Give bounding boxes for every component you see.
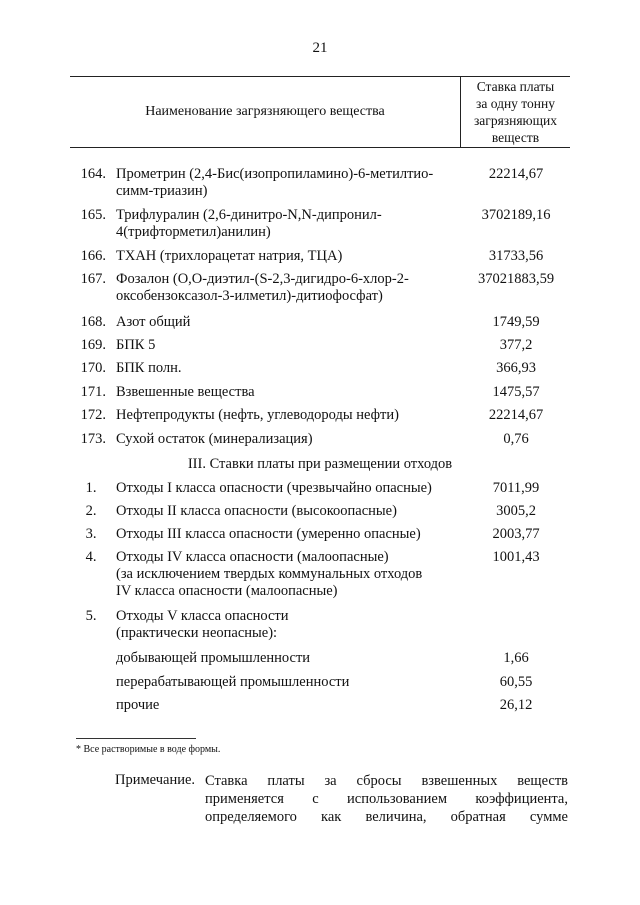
row-number: 2. [85,503,97,519]
row-number: 5. [85,608,97,624]
substance-name: БПК 5 [116,337,156,353]
row-number: 3. [85,526,97,542]
rate-value: 60,55 [499,674,533,690]
note-text [205,772,568,826]
note-line: Ставка платы за сбросы взвешенных веществ [205,773,568,789]
rate-value: 3005,2 [496,503,536,519]
rate-value: 22214,67 [488,407,544,423]
row-number: 169. [80,337,106,353]
waste-name: Отходы IV класса опасности (малоопасные) (за исключением твердых коммунальных отходов IV класса опасности (малоопасные) [116,549,423,599]
rate-value: 7011,99 [492,480,540,496]
rate-value: 37021883,59 [477,271,555,287]
subcategory-name: перерабатывающей промышленности [116,674,350,690]
subcategory-name: прочие [116,697,160,713]
substance-name: БПК полн. [116,360,182,376]
row-number: 170. [80,360,106,376]
rate-value: 26,12 [499,697,533,713]
substance-name: ТХАН (трихлорацетат натрия, ТЦА) [116,248,343,264]
row-number: 173. [80,431,106,447]
row-number: 1. [85,480,97,496]
substance-name: Азот общий [116,314,191,330]
header-rate-line: веществ [491,130,540,145]
row-number: 166. [80,248,106,264]
row-number: 167. [80,271,106,287]
rate-value: 1001,43 [492,549,540,565]
header-rate-column [461,77,570,147]
rate-value: 1475,57 [492,384,540,400]
row-number: 168. [80,314,106,330]
rate-value: 2003,77 [492,526,540,542]
rate-value: 3702189,16 [481,207,551,223]
note-line: применяется с использованием коэффициента, [205,791,568,807]
header-rate-line: загрязняющих [473,113,558,128]
subcategory-name: добывающей промышленности [116,650,311,666]
waste-name: Отходы II класса опасности (высокоопасные) [116,503,397,519]
header-name-column: Наименование загрязняющего вещества [145,104,385,119]
substance-name: Прометрин (2,4-Бис(изопропиламино)-6-метилтио- симм-триазин) [116,166,434,199]
rate-value: 31733,56 [488,248,544,264]
header-rate-line: Ставка платы [476,79,555,94]
row-number: 4. [85,549,97,565]
rate-value: 1749,59 [492,314,540,330]
row-number: 171. [80,384,106,400]
table-header [70,76,570,148]
header-rate-line: за одну тонну [476,96,555,111]
waste-name: Отходы V класса опасности (практически неопасные): [116,608,289,641]
waste-name: Отходы III класса опасности (умеренно опасные) [116,526,421,542]
footnote: * Все растворимые в воде формы. [76,744,221,755]
substance-name: Сухой остаток (минерализация) [116,431,313,447]
row-number: 172. [80,407,106,423]
row-number: 164. [80,166,106,182]
page-number: 21 [312,40,328,56]
substance-name: Фозалон (О,О-диэтил-(S-2,3-дигидро-6-хлор-2- оксобензоксазол-3-илметил)-дитиофосфат) [116,271,409,304]
note-line: определяемого как величина, обратная сумме [205,809,568,825]
rate-value: 377,2 [499,337,533,353]
row-number: 165. [80,207,106,223]
rate-value: 366,93 [496,360,536,376]
note-label: Примечание. [115,772,196,788]
footnote-divider [76,738,196,739]
rate-value: 0,76 [503,431,529,447]
substance-name: Взвешенные вещества [116,384,255,400]
substance-name: Трифлуралин (2,6-динитро-N,N-дипронил- 4(трифторметил)анилин) [116,207,382,240]
waste-name: Отходы I класса опасности (чрезвычайно опасные) [116,480,432,496]
rate-value: 22214,67 [488,166,544,182]
substance-name: Нефтепродукты (нефть, углеводороды нефти) [116,407,399,423]
rate-value: 1,66 [503,650,529,666]
section-title: III. Ставки платы при размещении отходов [187,456,453,472]
